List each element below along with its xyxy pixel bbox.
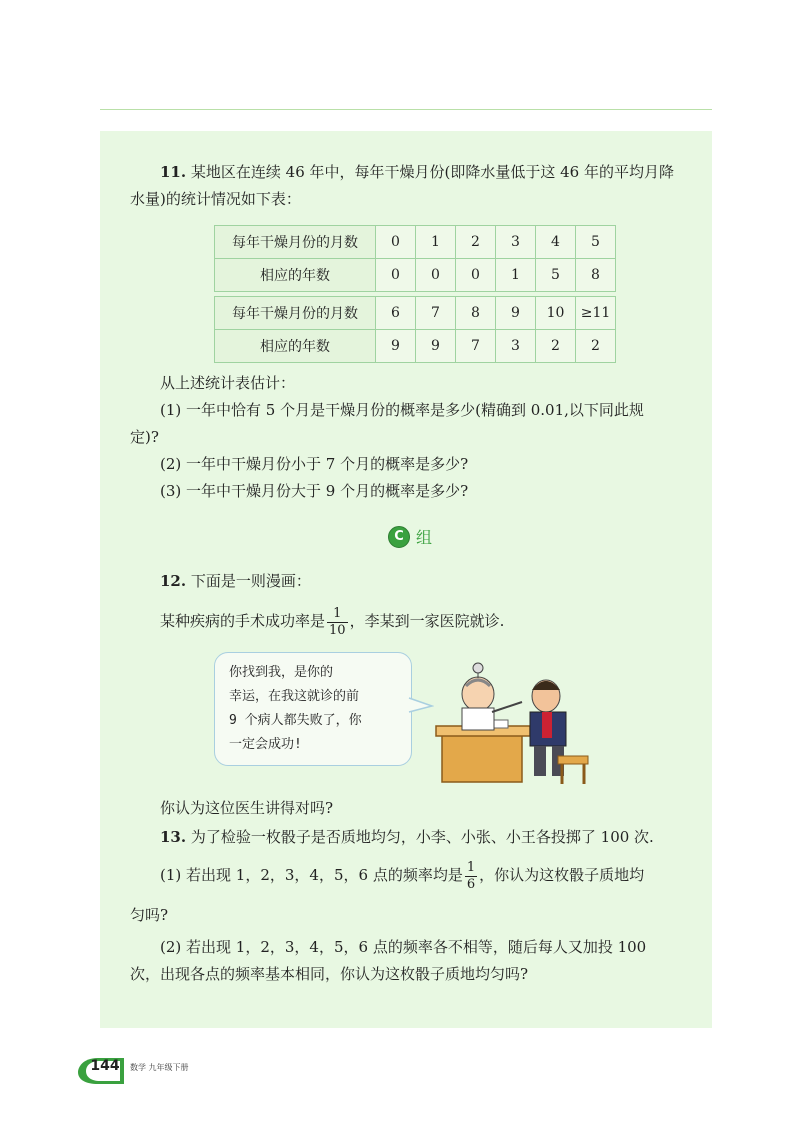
table-cell: 9 — [496, 297, 536, 330]
problem-11-q1-line2: 定)? — [130, 428, 159, 446]
table-cell: 5 — [536, 259, 576, 292]
problem-11-text: 某地区在连续 46 年中，每年干燥月份(即降水量低于这 46 年的平均月降 — [190, 163, 674, 181]
problem-12-text-post: ，李某到一家医院就诊. — [349, 612, 505, 630]
problem-12-line2 — [160, 604, 504, 639]
doctor-patient-cartoon — [430, 652, 600, 792]
problem-11-q3: (3) 一年中干燥月份大于 9 个月的概率是多少? — [160, 482, 469, 500]
table-cell: 1 — [496, 259, 536, 292]
table-cell: 1 — [416, 226, 456, 259]
table-cell: 5 — [576, 226, 616, 259]
problem-13-q2-line2: 次，出现各点的频率基本相同，你认为这枚骰子质地均匀吗? — [130, 965, 529, 983]
fraction-one-sixth — [465, 860, 477, 893]
table-cell: 0 — [376, 259, 416, 292]
table-cell: 9 — [376, 330, 416, 363]
problem-13-q1-line2: 匀吗? — [130, 906, 169, 924]
table-cell: 3 — [496, 226, 536, 259]
table-cell: 8 — [576, 259, 616, 292]
problem-11-line2: 水量)的统计情况如下表： — [130, 190, 301, 208]
table-cell: 8 — [456, 297, 496, 330]
table-cell: 3 — [496, 330, 536, 363]
problem-11-line1 — [160, 161, 674, 183]
table-cell: 2 — [576, 330, 616, 363]
problem-13-q2-line1: (2) 若出现 1，2，3，4，5，6 点的频率各不相等，随后每人又加投 100 — [160, 938, 647, 956]
fraction-denominator: 6 — [466, 876, 476, 892]
table-cell: ≥11 — [576, 297, 616, 330]
table-header-cell: 每年干燥月份的月数 — [215, 297, 376, 330]
problem-13-line1 — [160, 826, 654, 848]
dry-month-table-top — [214, 225, 616, 292]
problem-11-number: 11. — [160, 163, 187, 181]
fraction-denominator: 10 — [329, 622, 346, 638]
table-header-cell: 相应的年数 — [215, 330, 376, 363]
problem-13-q1-post: ，你认为这枚骰子质地均 — [479, 866, 645, 884]
problem-12-question: 你认为这位医生讲得对吗? — [160, 799, 334, 817]
page-number: 144 — [90, 1058, 120, 1074]
table-cell: 2 — [456, 226, 496, 259]
problem-12-text-pre: 某种疾病的手术成功率是 — [160, 612, 326, 630]
problem-12-number: 12. — [160, 572, 187, 590]
table-cell: 4 — [536, 226, 576, 259]
table-row — [215, 226, 616, 259]
table-row — [215, 297, 616, 330]
table-cell: 0 — [416, 259, 456, 292]
table-row — [215, 259, 616, 292]
speech-bubble-text: 你找到我，是你的 幸运，在我这就诊的前 9 个病人都失败了，你 一定会成功! — [229, 665, 362, 752]
speech-bubble — [214, 652, 412, 766]
fraction-numerator: 1 — [333, 605, 342, 621]
group-label: 组 — [416, 528, 433, 547]
problem-12-text: 下面是一则漫画： — [190, 572, 311, 590]
problem-11-q1-line1: (1) 一年中恰有 5 个月是干燥月份的概率是多少(精确到 0.01,以下同此规 — [160, 401, 644, 419]
problem-12-line1 — [160, 570, 311, 592]
table-header-cell: 每年干燥月份的月数 — [215, 226, 376, 259]
fraction-numerator: 1 — [466, 859, 476, 875]
fraction-one-tenth — [327, 606, 348, 639]
problem-11-intro: 从上述统计表估计： — [160, 374, 296, 392]
table-cell: 0 — [456, 259, 496, 292]
group-c-heading — [388, 525, 432, 548]
table-row — [215, 330, 616, 363]
table-cell: 10 — [536, 297, 576, 330]
dry-month-table-bottom — [214, 296, 616, 363]
table-cell: 7 — [456, 330, 496, 363]
footer-book-title: 数学 九年级下册 — [130, 1063, 189, 1072]
problem-13-q1-pre: (1) 若出现 1，2，3，4，5，6 点的频率均是 — [160, 866, 463, 884]
problem-13-text: 为了检验一枚骰子是否质地均匀，小李、小张、小王各投掷了 100 次. — [190, 828, 654, 846]
table-cell: 7 — [416, 297, 456, 330]
table-header-cell: 相应的年数 — [215, 259, 376, 292]
table-cell: 9 — [416, 330, 456, 363]
problem-13-number: 13. — [160, 828, 187, 846]
top-rule — [100, 109, 712, 110]
problem-11-q2: (2) 一年中干燥月份小于 7 个月的概率是多少? — [160, 455, 469, 473]
group-c-badge-icon: C — [388, 526, 410, 548]
table-cell: 2 — [536, 330, 576, 363]
table-cell: 6 — [376, 297, 416, 330]
problem-13-q1-line1 — [160, 858, 644, 893]
table-cell: 0 — [376, 226, 416, 259]
